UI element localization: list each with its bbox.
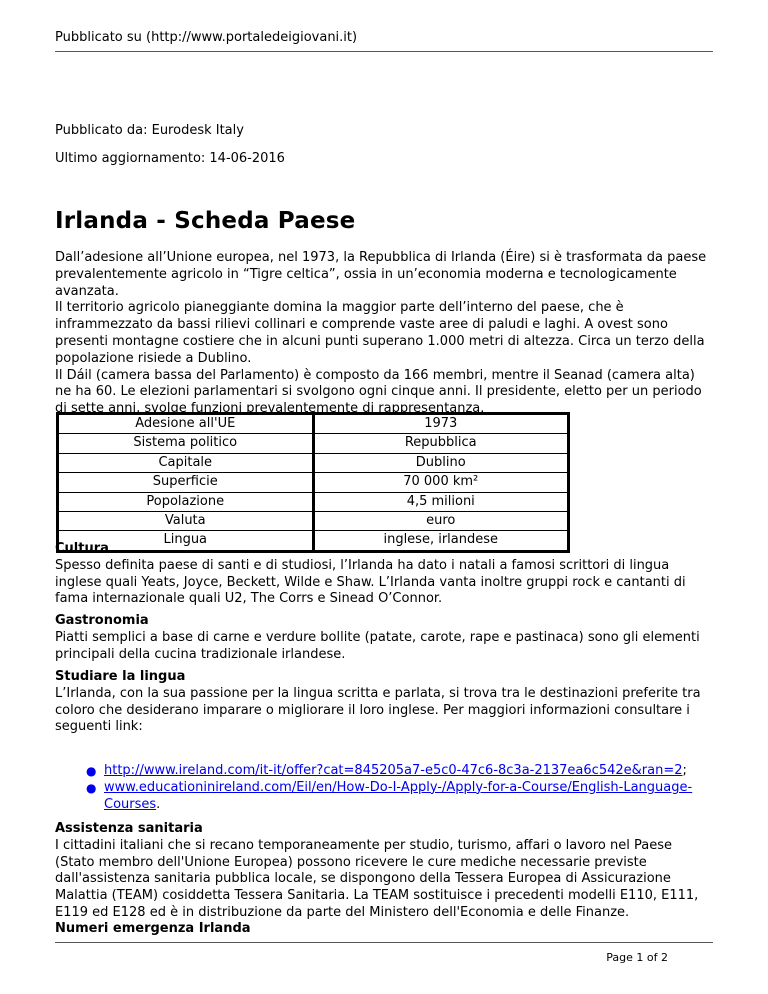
section-heading: Assistenza sanitaria (55, 821, 203, 836)
fact-label: Adesione all'UE (58, 414, 314, 434)
table-row (58, 492, 569, 511)
link-suffix: ; (682, 763, 687, 778)
section-assistenza-sanitaria (55, 821, 715, 922)
table-row (58, 512, 569, 531)
page-footer (55, 942, 713, 964)
list-item (86, 780, 716, 814)
fact-value: 1973 (424, 416, 458, 431)
fact-value: Repubblica (313, 434, 569, 453)
section-heading: Cultura (55, 541, 109, 556)
fact-label: Sistema politico (58, 434, 314, 453)
fact-label: Popolazione (58, 492, 314, 511)
section-gastronomia (55, 613, 715, 663)
fact-label: Superficie (58, 473, 314, 492)
section-heading: Studiare la lingua (55, 669, 186, 684)
section-numeri-emergenza (55, 921, 715, 938)
section-cultura (55, 541, 715, 608)
page-title: Irlanda - Scheda Paese (55, 208, 356, 234)
fact-label: Lingua (58, 531, 314, 551)
published-on-text: Pubblicato su (http://www.portaledeigiovani.it) (55, 30, 358, 45)
bullet-icon: ● (86, 764, 97, 778)
last-update: Ultimo aggiornamento: 14-06-2016 (55, 151, 285, 166)
links-list (86, 763, 716, 813)
fact-label: Capitale (58, 453, 314, 472)
fact-value: euro (313, 512, 569, 531)
page-number: Page 1 of 2 (606, 951, 668, 964)
section-text: L’Irlanda, con la sua passione per la lingua scritta e parlata, si trova tra le destinazioni preferite tra coloro che desiderano imparare o migliorare il loro inglese. Per maggiori informazioni consultare i seguenti link: (55, 685, 701, 735)
fact-label: Valuta (58, 512, 314, 531)
page-header (55, 30, 713, 52)
fact-value: 4,5 milioni (313, 492, 569, 511)
section-text: Spesso definita paese di santi e di studiosi, l’Irlanda ha dato i natali a famosi scrittori di lingua inglese quali Yeats, Joyce, Beckett, Wilde e Shaw. L’Irlanda vanta inoltre gruppi rock e cantanti di fama internazionale quali U2, The Corrs e Sinead O’Connor. (55, 557, 686, 607)
country-facts-table (56, 412, 570, 553)
intro-paragraph: Dall’adesione all’Unione europea, nel 1973, la Repubblica di Irlanda (Éire) si è trasformata da paese prevalentemente agricolo in “Tigre celtica”, ossia in un’economia moderna e tecnologicamente avanzata. (55, 250, 707, 299)
section-heading: Numeri emergenza Irlanda (55, 921, 251, 936)
education-ireland-link[interactable]: www.educationinireland.com/Eil/en/How-Do-I-Apply-/Apply-for-a-Course/English-Language-Courses (104, 779, 693, 812)
fact-value: Dublino (313, 453, 569, 472)
table-row (58, 453, 569, 472)
table-row (58, 414, 569, 434)
section-text: Piatti semplici a base di carne e verdure bollite (patate, carote, rape e pastinaca) sono gli elementi principali della cucina tradizionale irlandese. (55, 629, 700, 662)
published-by: Pubblicato da: Eurodesk Italy (55, 123, 244, 138)
fact-value: inglese, irlandese (313, 531, 569, 551)
bullet-icon: ● (86, 780, 97, 795)
fact-value: 70 000 km² (313, 473, 569, 492)
section-studiare-lingua (55, 669, 715, 736)
table-row (58, 473, 569, 492)
ireland-offer-link[interactable]: http://www.ireland.com/it-it/offer?cat=845205a7-e5c0-47c6-8c3a-2137ea6c542e&ran=2 (104, 763, 683, 778)
section-text: I cittadini italiani che si recano temporaneamente per studio, turismo, affari o lavoro nel Paese (Stato membro dell'Unione Europea) possono ricevere le cure mediche necessarie previste dall'assistenza sanitaria pubblica locale, se dispongono della Tessera Europea di Assicurazione Malattia (TEAM) cosiddetta Tessera Sanitaria. La TEAM sostituisce i precedenti modelli E110, E111, E119 ed E128 ed è in distribuzione da parte del Ministero dell'Economia e delle Finanze. (55, 837, 699, 920)
intro-text (55, 250, 715, 418)
intro-paragraph: Il Dáil (camera bassa del Parlamento) è composto da 166 membri, mentre il Seanad (camera alta) ne ha 60. Le elezioni parlamentari si svolgono ogni cinque anni. Il presidente, eletto per un periodo di sette anni, svolge funzioni prevalentemente di rappresentanza. (55, 367, 702, 417)
list-item (86, 763, 716, 780)
section-heading: Gastronomia (55, 613, 149, 628)
link-suffix: . (156, 796, 161, 812)
table-row (58, 434, 569, 453)
intro-paragraph: Il territorio agricolo pianeggiante domina la maggior parte dell’interno del paese, che è inframmezzato da bassi rilievi collinari e comprende vaste aree di paludi e laghi. A ovest sono presenti montagne costiere che in alcuni punti superano 1.000 metri di altezza. Circa un terzo della popolazione risiede a Dublino. (55, 300, 705, 366)
